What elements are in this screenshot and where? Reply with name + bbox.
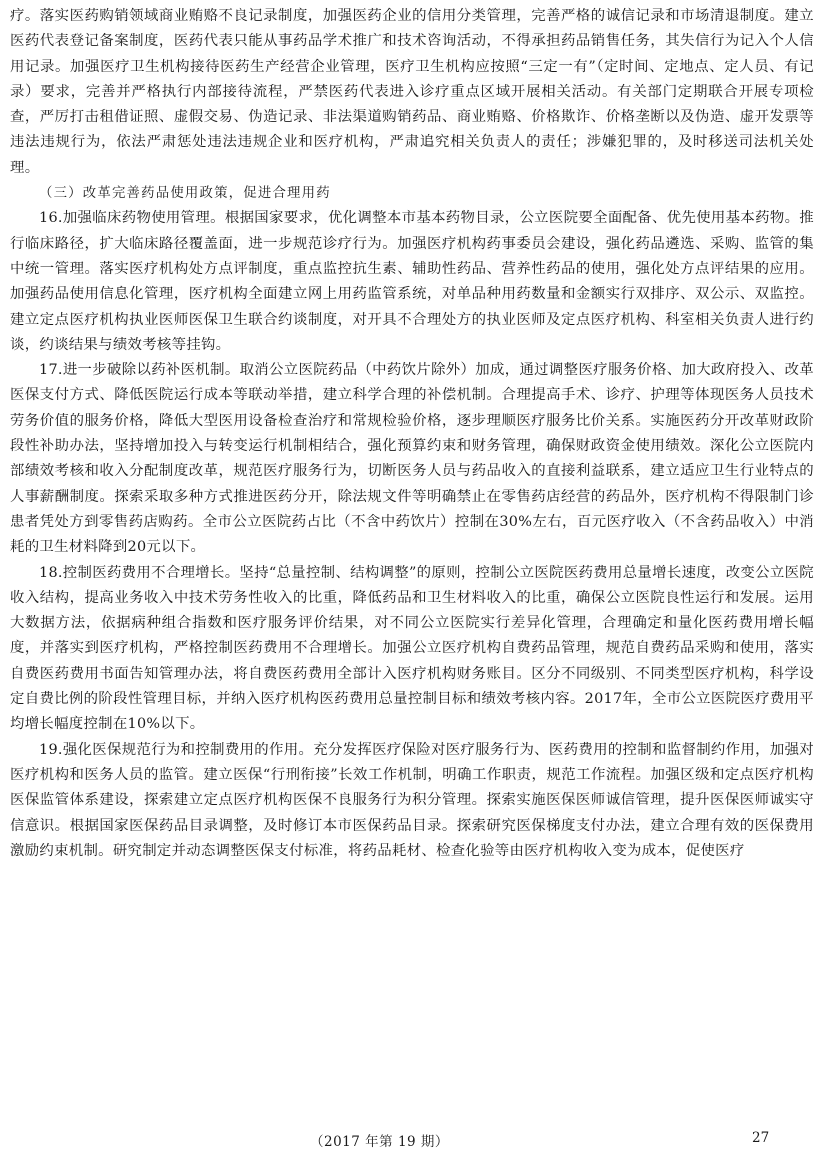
document-body — [10, 4, 814, 864]
paragraph-item-17: 17.进一步破除以药补医机制。取消公立医院药品（中药饮片除外）加成，通过调整医疗服务价格、加大政府投入、改革医保支付方式、降低医院运行成本等联动举措，建立科学合理的补偿机制。合理提高手术、诊疗、护理等体现医务人员技术劳务价值的服务价格，降低大型医用设备检查治疗和常规检验价格，逐步理顺医疗服务比价关系。实施医药分开改革财政阶段性补助办法，坚持增加投入与转变运行机制相结合，强化预算约束和财务管理，确保财政资金使用绩效。深化公立医院内部绩效考核和收入分配制度改革，规范医疗服务行为，切断医务人员与药品收入的直接利益联系，建立适应卫生行业特点的人事薪酬制度。探索采取多种方式推进医药分开，除法规文件等明确禁止在零售药店经营的药品外，医疗机构不得限制门诊患者凭处方到零售药店购药。全市公立医院药占比（不含中药饮片）控制在30%左右，百元医疗收入（不含药品收入）中消耗的卫生材料降到20元以下。 — [10, 362, 814, 556]
section-heading-3: （三）改革完善药品使用政策，促进合理用药 — [39, 186, 331, 202]
issue-label: （2017 年第 19 期） — [310, 1134, 449, 1150]
page-number: 27 — [752, 1130, 770, 1146]
page-footer — [0, 1127, 827, 1153]
paragraph-item-19: 19.强化医保规范行为和控制费用的作用。充分发挥医疗保险对医疗服务行为、医药费用的控制和监督制约作用，加强对医疗机构和医务人员的监管。建立医保“行刑衔接”长效工作机制，明确工作职责，规范工作流程。加强区级和定点医疗机构医保监管体系建设，探索建立定点医疗机构医保不良服务行为积分管理。探索实施医保医师诚信管理，提升医保医师诚实守信意识。根据国家医保药品目录调整，及时修订本市医保药品目录。探索研究医保梯度支付办法，建立合理有效的医保费用激励约束机制。研究制定并动态调整医保支付标准，将药品耗材、检查化验等由医疗机构收入变为成本，促使医疗 — [10, 741, 814, 859]
paragraph-item-16: 16.加强临床药物使用管理。根据国家要求，优化调整本市基本药物目录，公立医院要全面配备、优先使用基本药物。推行临床路径，扩大临床路径覆盖面，进一步规范诊疗行为。加强医疗机构药事委员会建设，强化药品遴选、采购、监管的集中统一管理。落实医疗机构处方点评制度，重点监控抗生素、辅助性药品、营养性药品的使用，强化处方点评结果的应用。加强药品使用信息化管理，医疗机构全面建立网上用药监管系统，对单品种用药数量和金额实行双排序、双公示、双监控。建立定点医疗机构执业医师医保卫生联合约谈制度，对开具不合理处方的执业医师及定点医疗机构、科室相关负责人进行约谈，约谈结果与绩效考核等挂钩。 — [10, 210, 814, 353]
paragraph-continuation: 疗。落实医药购销领域商业贿赂不良记录制度，加强医药企业的信用分类管理，完善严格的诚信记录和市场清退制度。建立医药代表登记备案制度，医药代表只能从事药品学术推广和技术咨询活动，不得承担药品销售任务，其失信行为记入个人信用记录。加强医疗卫生机构接待医药生产经营企业管理，医疗卫生机构应按照“三定一有”（定时间、定地点、定人员、有记录）要求，完善并严格执行内部接待流程，严禁医药代表进入诊疗重点区域开展相关活动。有关部门定期联合开展专项检查，严厉打击租借证照、虚假交易、伪造记录、非法渠道购销药品、商业贿赂、价格欺诈、价格垄断以及伪造、虚开发票等违法违规行为，依法严肃惩处违法违规企业和医疗机构，严肃追究相关负责人的责任；涉嫌犯罪的，及时移送司法机关处理。 — [10, 8, 814, 176]
paragraph-item-18: 18.控制医药费用不合理增长。坚持“总量控制、结构调整”的原则，控制公立医院医药费用总量增长速度，改变公立医院收入结构，提高业务收入中技术劳务性收入的比重，降低药品和卫生材料收入的比重，确保公立医院良性运行和发展。运用大数据方法，依据病种组合指数和医疗服务评价结果，对不同公立医院实行差异化管理，合理确定和量化医药费用增长幅度，并落实到医疗机构，严格控制医药费用不合理增长。加强公立医疗机构自费药品管理，规范自费药品采购和使用，落实自费医药费用书面告知管理办法，将自费医药费用全部计入医疗机构财务账目。区分不同级别、不同类型医疗机构，科学设定自费比例的阶段性管理目标，并纳入医疗机构医药费用总量控制目标和绩效考核内容。2017年，全市公立医院医疗费用平均增长幅度控制在10%以下。 — [10, 564, 814, 733]
